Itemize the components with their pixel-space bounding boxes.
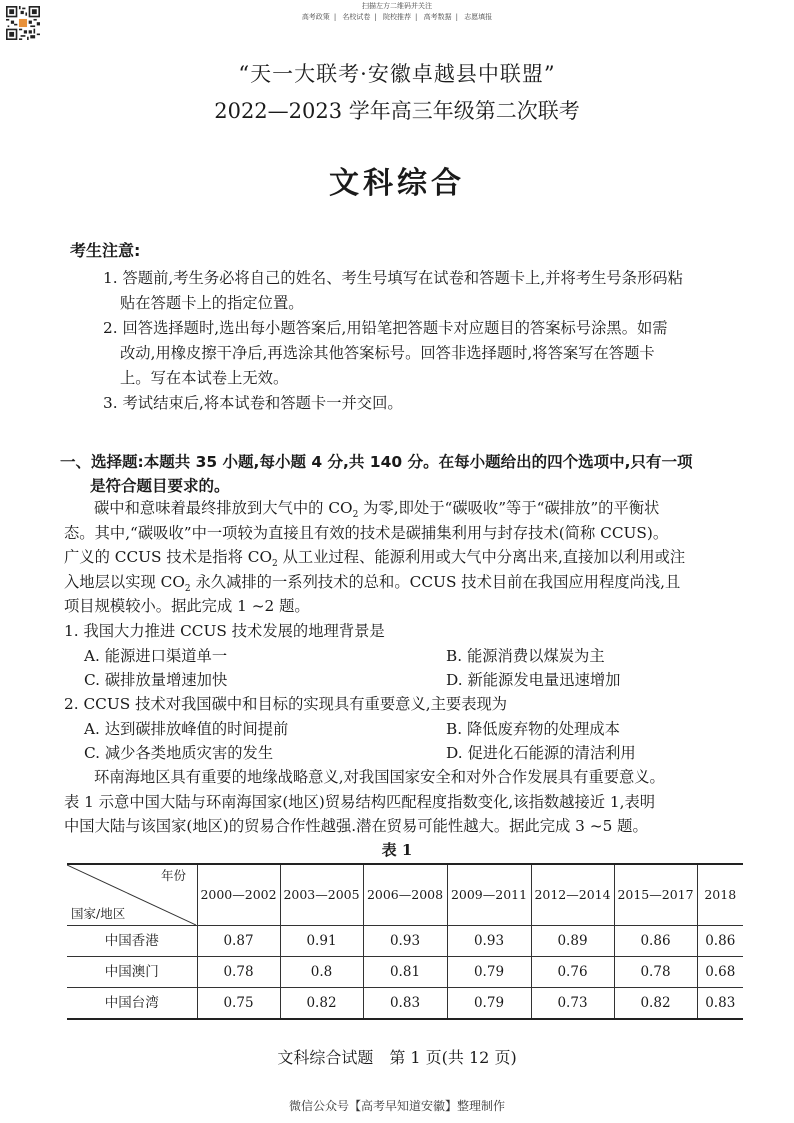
value-cell: 0.79 [447,988,531,1020]
subscript: 2 [272,559,278,570]
section-heading [60,450,692,498]
passage-text: 广义的 CCUS 技术是指将 CO [64,548,272,566]
region-cell: 中国澳门 [67,957,197,988]
value-cell: 0.87 [197,926,280,957]
passage-text: 环南海地区具有重要的地缘战略意义,对我国国家安全和对外合作发展具有重要意义。 [94,768,665,786]
value-cell: 0.83 [697,988,743,1020]
credit-line: 微信公众号【高考早知道安徽】整理制作 [288,1099,505,1113]
notice-num: 2. [103,319,118,337]
value-cell: 0.81 [363,957,447,988]
option-c[interactable]: C. 碳排放量增速加快 [84,671,228,689]
question-stem: 1. 我国大力推进 CCUS 技术发展的地理背景是 [64,622,385,640]
header-link-policy[interactable]: 高考政策 [301,13,330,21]
question-2 [64,692,754,766]
notice-text: 回答选择题时,选出每小题答案后,用铅笔把答题卡对应题目的答案标号涂黑。如需 [122,319,668,337]
table-caption: 表 1 [381,841,413,859]
passage-text: 态。其中,“碳吸收”中一项较为直接且有效的技术是碳捕集利用与封存技术(简称 CCUS)。 [64,523,669,542]
value-cell: 0.93 [447,926,531,957]
value-cell: 0.86 [697,926,743,957]
column-header: 2012—2014 [531,864,614,926]
region-cell: 中国台湾 [67,988,197,1020]
column-header: 2006—2008 [363,864,447,926]
value-cell: 0.8 [280,957,363,988]
passage-text: 中国大陆与该国家(地区)的贸易合作性越强.潜在贸易可能性越大。据此完成 3 ~5 题。 [64,817,648,835]
notice-text: 答题前,考生务必将自己的姓名、考生号填写在试卷和答题卡上,并将考生号条形码粘 [122,269,683,287]
table-row [67,988,743,1020]
trade-index-table [67,863,743,1020]
table-row [67,957,743,988]
notice-text: 上。写在本试卷上无效。 [120,369,289,387]
passage-text: 表 1 示意中国大陆与环南海国家(地区)贸易结构匹配程度指数变化,该指数越接近 1,表明 [64,792,656,811]
table-header-row [67,864,743,926]
notice-item-3 [103,391,403,416]
qr-hint: 扫描左方二维码并关注 [362,2,432,10]
passage-text: 为零,即处于“碳吸收”等于“碳排放”的平衡状 [358,499,660,517]
value-cell: 0.82 [280,988,363,1020]
option-d[interactable]: D. 新能源发电量迅速增加 [446,671,621,689]
column-header: 2009—2011 [447,864,531,926]
notice-heading: 考生注意: [70,241,141,260]
value-cell: 0.83 [363,988,447,1020]
notice-text: 改动,用橡皮擦干净后,再选涂其他答案标号。回答非选择题时,将答案写在答题卡 [120,344,655,362]
header-link-papers[interactable]: 名校试卷 [342,13,371,21]
column-header: 2003—2005 [280,864,363,926]
notice-item-1 [103,266,683,316]
option-b[interactable]: B. 降低废弃物的处理成本 [446,719,620,738]
value-cell: 0.89 [531,926,614,957]
value-cell: 0.75 [197,988,280,1020]
subscript: 2 [184,583,191,594]
notice-item-2 [103,316,668,391]
subscript: 2 [352,510,359,521]
option-a[interactable]: A. 达到碳排放峰值的时间提前 [84,719,289,738]
header-link-colleges[interactable]: 院校推荐 [383,13,411,21]
column-header: 2018 [697,864,743,926]
value-cell: 0.78 [614,957,697,988]
column-header: 2015—2017 [614,864,697,926]
value-cell: 0.91 [280,926,363,957]
passage-text: 碳中和意味着最终排放到大气中的 CO [94,499,353,517]
value-cell: 0.68 [697,957,743,988]
question-stem: 2. CCUS 技术对我国碳中和目标的实现具有重要意义,主要表现为 [64,695,508,713]
passage-ccus [64,496,685,619]
value-cell: 0.79 [447,957,531,988]
notice-text: 贴在答题卡上的指定位置。 [120,294,304,312]
corner-region-label: 国家/地区 [71,906,126,921]
value-cell: 0.78 [197,957,280,988]
option-b[interactable]: B. 能源消费以煤炭为主 [446,646,605,665]
notice-text: 考试结束后,将本试卷和答题卡一并交回。 [122,394,403,412]
passage-text: 从工业过程、能源利用或大气中分离出来,直接加以利用或注 [277,548,686,566]
value-cell: 0.76 [531,957,614,988]
value-cell: 0.73 [531,988,614,1020]
page-footer: 文科综合试题 第 1 页(共 12 页) [277,1048,517,1067]
value-cell: 0.93 [363,926,447,957]
value-cell: 0.82 [614,988,697,1020]
value-cell: 0.86 [614,926,697,957]
exam-alliance-title: “天一大联考·安徽卓越县中联盟” [238,62,556,86]
passage-text: 项目规模较小。据此完成 1 ~2 题。 [64,597,310,615]
section-heading-line: 是符合题目要求的。 [90,477,230,495]
table-row [67,926,743,957]
notice-num: 3. [103,394,118,412]
section-heading-line: 一、选择题:本题共 35 小题,每小题 4 分,共 140 分。在每小题给出的四个选项中,只有一项 [60,453,693,471]
header-link-application[interactable]: 志愿填报 [464,13,493,21]
passage-text: 入地层以实现 CO [64,572,185,591]
region-cell: 中国香港 [67,926,197,957]
option-c[interactable]: C. 减少各类地质灾害的发生 [84,744,274,762]
corner-year-label: 年份 [160,868,186,883]
header-link-data[interactable]: 高考数据 [423,13,452,21]
passage-text: 永久减排的一系列技术的总和。CCUS 技术目前在我国应用程度尚浅,且 [190,572,681,591]
subject-title: 文科综合 [329,166,465,201]
column-header: 2000—2002 [197,864,280,926]
option-a[interactable]: A. 能源进口渠道单一 [84,646,228,665]
question-1 [64,619,754,693]
option-d[interactable]: D. 促进化石能源的清洁利用 [446,744,636,762]
notice-num: 1. [103,269,118,287]
header-links: 高考政策 | 名校试卷 | 院校推荐 | 高考数据 | 志愿填报 [301,13,493,21]
passage-south-china-sea [64,765,665,839]
table-corner-cell [67,864,197,926]
exam-session-title: 2022—2023 学年高三年级第二次联考 [214,99,580,123]
